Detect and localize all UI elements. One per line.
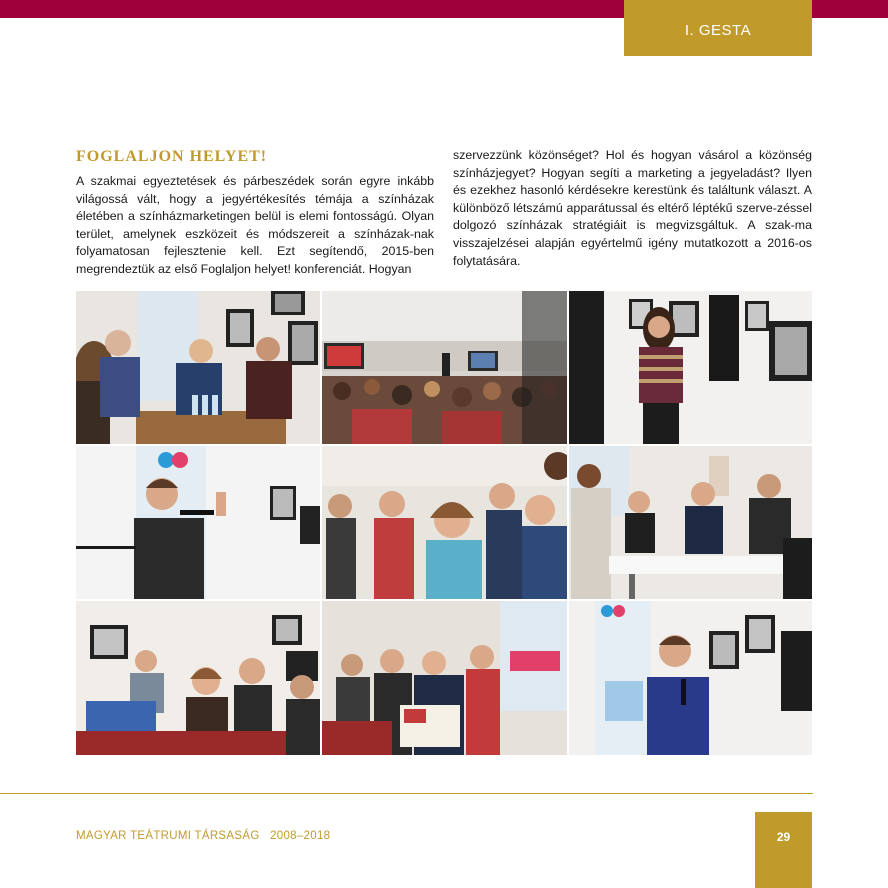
audience-reading-photo — [322, 601, 567, 755]
smiling-audience-photo — [322, 446, 567, 599]
workshop-table-photo — [569, 446, 812, 599]
footer-divider — [0, 793, 813, 794]
article-text-right-column: szervezzünk közönséget? Hol és hogyan vásárol a közönség színházjegyet? Hogyan segíti a marketing a jegyeladást? Ilyen és ezekhez hasonló kérdésekre kerestünk és találtunk választ. A különböző létszámú apparátussal és eltérő léptékű szerve-zéssel dolgozó színházak stratégiáit is megvizsgáltuk. A szak-ma visszajelzései alapján egyértelmű igény mutatkozott a 2016-os folytatására. — [453, 148, 812, 268]
section-tab — [624, 0, 812, 56]
photo-grid — [76, 291, 812, 755]
section-label: I. GESTA — [684, 21, 752, 39]
article-title: FOGLALJON HELYET! — [76, 148, 268, 165]
footer-credit — [76, 830, 330, 842]
speaker-man-photo — [569, 601, 812, 755]
footer-organization: MAGYAR TEÁTRUMI TÁRSASÁG — [76, 830, 260, 842]
panel-discussion-photo — [76, 291, 320, 444]
speaker-woman-photo — [569, 291, 812, 444]
audience-lanyards-photo — [76, 601, 320, 755]
conference-hall-audience-photo — [322, 291, 567, 444]
article-text-left-column: A szakmai egyeztetések és párbeszédek során egyre inkább világossá vált, hogy a jegyértékesítés témája a színházak életében a színházmarketingen belül is elemi fontosságú. Olyan terület, amelynek eszközeit és módszereit a színházak-nak folyamatosan fejlesztenie kell. Ezt segítendő, 2015-ben megrendeztük az első Foglaljon helyet! konferenciát. Hogyan — [76, 174, 434, 276]
page-number-box — [755, 812, 812, 888]
page-number: 29 — [776, 830, 791, 844]
footer-years: 2008–2018 — [270, 830, 331, 842]
man-speaking-microphone-photo — [76, 446, 320, 599]
